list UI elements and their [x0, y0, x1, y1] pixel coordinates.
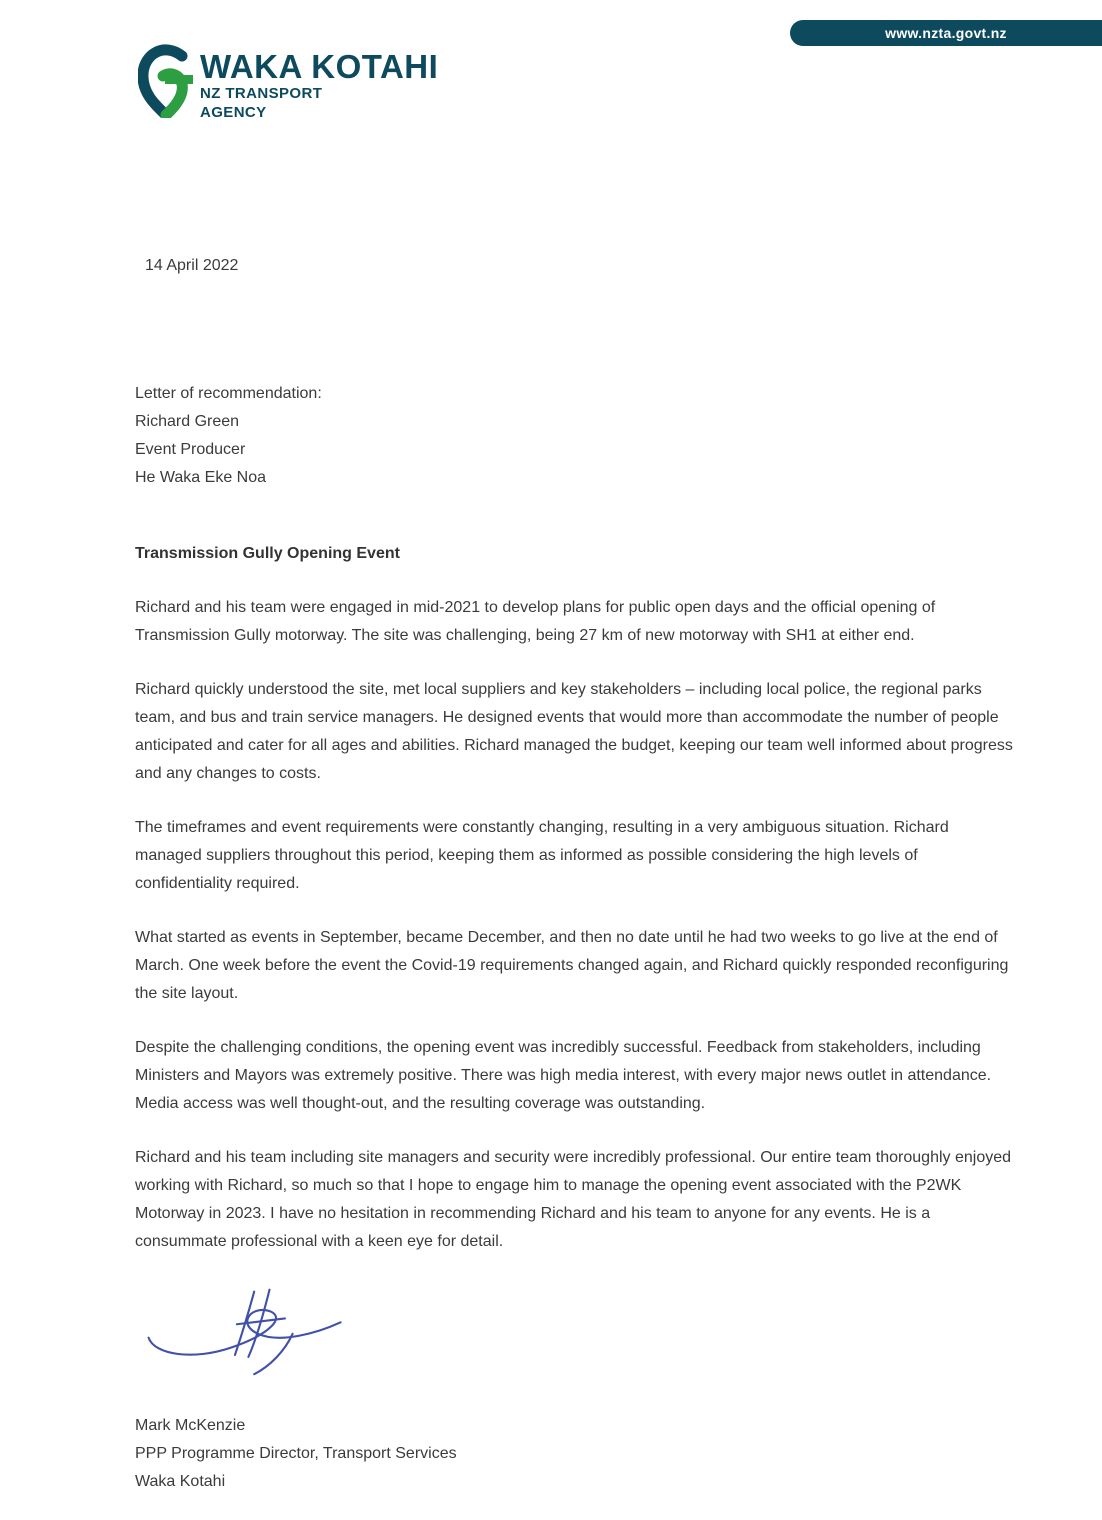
letter-body: [135, 0, 1017, 1496]
paragraph-4: What started as events in September, became December, and then no date until he had two weeks to go live at the end of March. One week before the event the Covid-19 requirements changed again, and Richard quickly responded reconfiguring the site layout.: [135, 929, 1009, 1002]
signoff-title: PPP Programme Director, Transport Services: [135, 1445, 457, 1462]
recipient-role: Event Producer: [135, 441, 246, 458]
recipient-intro: Letter of recommendation:: [135, 385, 322, 402]
paragraph-6: Richard and his team including site managers and security were incredibly professional. Our entire team thoroughly enjoyed working with Richard, so much so that I hope to engage him to manage the opening event associated with the P2WK Motorway in 2023. I have no hesitation in recommending Richard and his team to anyone for any events. He is a consummate professional with a keen eye for detail.: [135, 1149, 1012, 1250]
recipient-organisation: He Waka Eke Noa: [135, 469, 267, 486]
signoff-name: Mark McKenzie: [135, 1417, 246, 1434]
logo-title: WAKA KOTAHI: [200, 48, 439, 85]
signoff-organisation: Waka Kotahi: [135, 1473, 226, 1490]
signoff-block: [135, 1412, 1017, 1496]
paragraph-5: Despite the challenging conditions, the opening event was incredibly successful. Feedback from stakeholders, including Ministers and Mayors was extremely positive. There was high media interest, with every major news outlet in attendance. Media access was well thought-out, and the resulting coverage was outstanding.: [135, 1039, 992, 1112]
letter-subject: Transmission Gully Opening Event: [135, 545, 400, 562]
recipient-name: Richard Green: [135, 413, 240, 430]
paragraph-3: The timeframes and event requirements were constantly changing, resulting in a very ambiguous situation. Richard managed suppliers throughout this period, keeping them as informed as possible considering the high levels of confidentiality required.: [135, 819, 949, 892]
recipient-block: [135, 380, 1017, 492]
letter-date: 14 April 2022: [145, 257, 239, 274]
paragraph-2: Richard quickly understood the site, met local suppliers and key stakeholders – including local police, the regional parks team, and bus and train service managers. He designed events that would more than accommodate the number of people anticipated and cater for all ages and abilities. Richard managed the budget, keeping our team well informed about progress and any changes to costs.: [135, 681, 1013, 782]
logo-subtitle-line1: NZ TRANSPORT: [200, 85, 323, 102]
logo-subtitle-line2: AGENCY: [200, 104, 267, 121]
signature-image: [139, 1282, 354, 1378]
paragraph-1: Richard and his team were engaged in mid-2021 to develop plans for public open days and the official opening of Transmission Gully motorway. The site was challenging, being 27 km of new motorway with SH1 at either end.: [135, 599, 936, 644]
website-url: www.nzta.govt.nz: [885, 25, 1007, 41]
